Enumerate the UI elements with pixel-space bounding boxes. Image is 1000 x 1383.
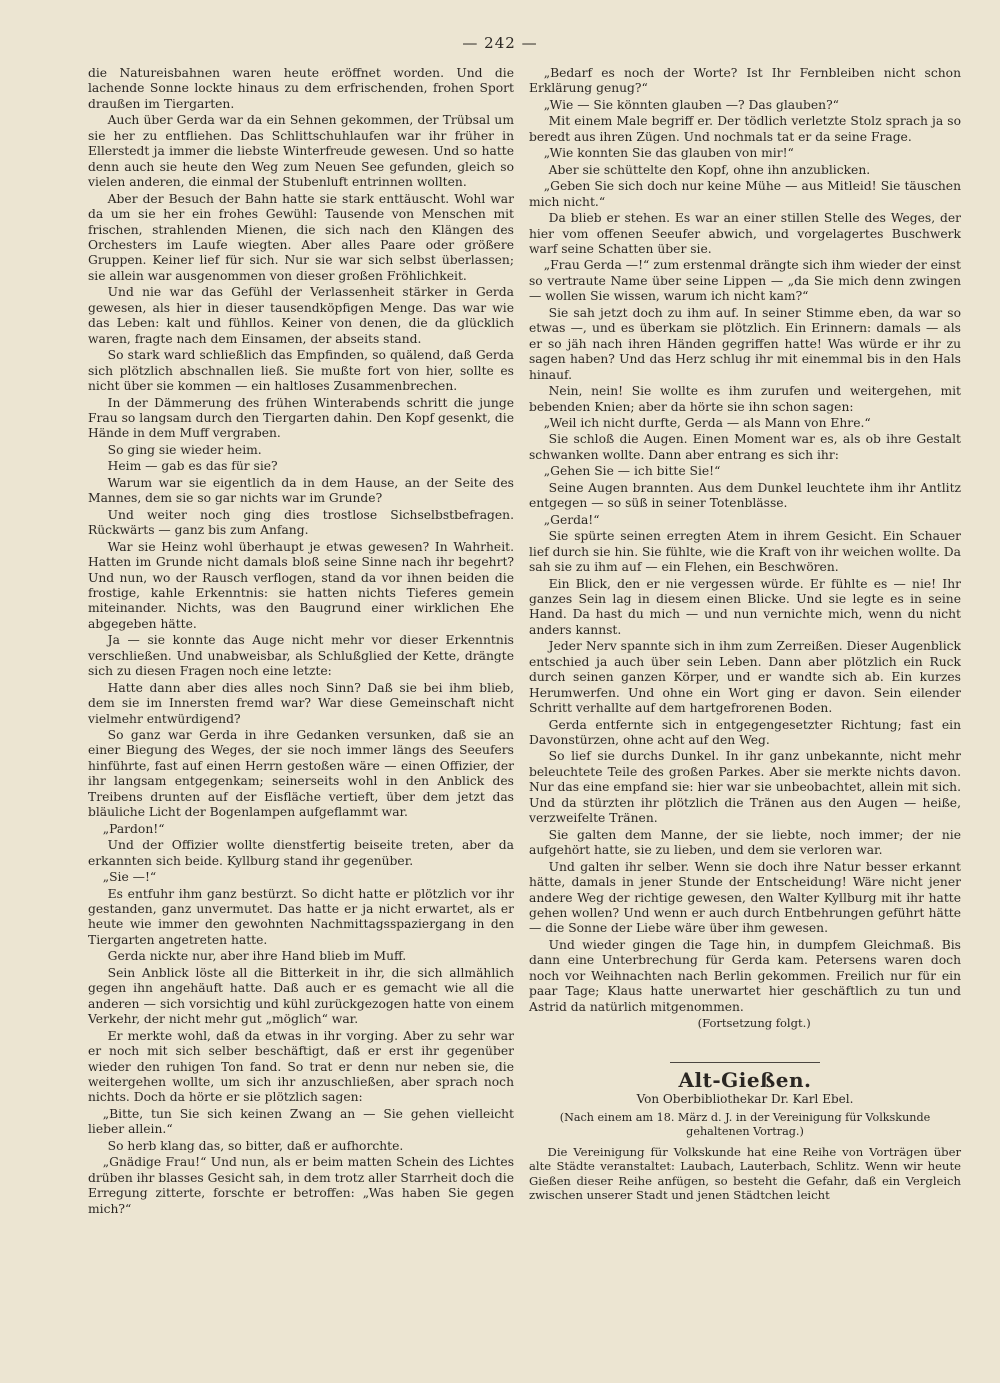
paragraph: „Frau Gerda —!“ zum erstenmal drängte sich ihm wieder der einst so vertraute Name über seine Lippen — „da Sie mich denn zwingen — wollen Sie wissen, warum ich nicht kam?“ [529,258,961,304]
paragraph: In der Dämmerung des frühen Winterabends schritt die junge Frau so langsam durch den Tiergarten dahin. Den Kopf gesenkt, die Hände in dem Muff vergraben. [88,395,514,441]
paragraph: „Bedarf es noch der Worte? Ist Ihr Fernbleiben nicht schon Erklärung genug?“ [529,66,961,96]
continued-note: (Fortsetzung folgt.) [697,1016,811,1031]
paragraph: Hatte dann aber dies alles noch Sinn? Daß sie bei ihm blieb, dem sie im Innersten fremd war? War diese Gemeinschaft nicht vielmehr entwürdigend? [88,680,514,726]
article-title: Alt-Gießen. [678,1067,812,1092]
paragraph: Sie spürte seinen erregten Atem in ihrem Gesicht. Ein Schauer lief durch sie hin. Sie fühlte, wie die Kraft von ihr weichen wollte. Da sah sie zu ihm auf — ein Flehen, ein Beschwören. [529,529,961,575]
left-column [88,66,514,1218]
paragraph: Jeder Nerv spannte sich in ihm zum Zerreißen. Dieser Augenblick entschied ja auch über sein Leben. Dann aber plötzlich ein Ruck durch seinen ganzen Körper, und er wandte sich ab. Ein kurzes Herumwerfen. Und ohne ein Wort ging er davon. Sein eilender Schritt verhallte auf dem hartgefrorenen Boden. [529,639,961,716]
paragraph: Und der Offizier wollte dienstfertig beiseite treten, aber da erkannten sich beide. Kyllburg stand ihr gegenüber. [88,838,514,868]
paragraph: „Wie konnten Sie das glauben von mir!“ [543,146,794,161]
paragraph: Aber der Besuch der Bahn hatte sie stark enttäuscht. Wohl war da um sie her ein frohes Gewühl: Tausende von Menschen mit frischen, strahlenden Mienen, die sich nach den Klängen des Orchesters im Laufe wiegten. Aber alles Paare oder größere Gruppen. Keiner lief für sich. Nur sie war sich selbst überlassen; sie allein war ausgenommen von dieser großen Fröhlichkeit. [88,191,514,283]
paragraph: „Gehen Sie — ich bitte Sie!“ [543,464,721,479]
paragraph: Und wieder gingen die Tage hin, in dumpfem Gleichmaß. Bis dann eine Unterbrechung für Gerda kam. Petersens waren doch noch vor Weihnachten nach Berlin gekommen. Freilich nur für ein paar Tage; Klaus hatte unerwartet hier geschäftlich zu tun und Astrid da natürlich mitgenommen. [529,937,961,1014]
paragraph: „Weil ich nicht durfte, Gerda — als Mann von Ehre.“ [543,415,871,430]
article-body: Die Vereinigung für Volkskunde hat eine Reihe von Vorträgen über alte Städte veranstaltet: Laubach, Lauterbach, Schlitz. Wenn wir heute Gießen dieser Reihe anfügen, so besteht die Gefahr, daß ein Vergleich zwischen unserer Stadt und jenen Städtchen leicht [529,1144,961,1203]
paragraph: Mit einem Male begriff er. Der tödlich verletzte Stolz sprach ja so beredt aus ihren Zügen. Und nochmals tat er da seine Frage. [529,114,961,144]
paragraph: So ging sie wieder heim. [107,442,262,457]
paragraph: Und nie war das Gefühl der Verlassenheit stärker in Gerda gewesen, als hier in dieser tausendköpfigen Menge. Das war wie das Leben: kalt und fühllos. Keiner von denen, die da glücklich waren, fragte nach dem Einsamen, der abseits stand. [88,285,514,346]
paragraph: Ja — sie konnte das Auge nicht mehr vor dieser Erkenntnis verschließen. Und unabweisbar, als Schlußglied der Kette, drängte sich zu diesen Fragen noch eine letzte: [88,633,514,679]
paragraph: „Gnädige Frau!“ Und nun, als er beim matten Schein des Lichtes drüben ihr blasses Gesicht sah, in dem trotz aller Starrheit doch die Erregung zitterte, forschte er betroffen: „Was haben Sie gegen mich?“ [88,1155,514,1216]
paragraph: Sein Anblick löste all die Bitterkeit in ihr, die sich allmählich gegen ihn angehäuft hatte. Daß auch er es gemacht wie all die anderen — sich vorsichtig und kühl zurückgezogen hatte von einem Verkehr, der nicht mehr gut „möglich“ war. [88,965,514,1027]
paragraph: Und galten ihr selber. Wenn sie doch ihre Natur besser erkannt hätte, damals in jener Stunde der Entscheidung! Wäre nicht jener andere Weg der richtige gewesen, den Walter Kyllburg mit ihr hatte gehen wollen? Und wenn er auch durch Entbehrungen geführt hätte — die Sonne der Liebe wäre über ihm gewesen. [529,859,961,936]
paragraph: Ein Blick, den er nie vergessen würde. Er fühlte es — nie! Ihr ganzes Sein lag in diesem einen Blicke. Und sie legte es in seine Hand. Da hast du mich — und nun vernichte mich, wenn du nicht anders kannst. [529,576,961,637]
paragraph: Sie galten dem Manne, der sie liebte, noch immer; der nie aufgehört hatte, sie zu lieben, und dem sie verloren war. [529,827,961,858]
paragraph: Und weiter noch ging dies trostlose Sichselbstbefragen. Rückwärts — ganz bis zum Anfang. [88,507,514,538]
paragraph: Aber sie schüttelte den Kopf, ohne ihn anzublicken. [548,162,871,177]
paragraph: War sie Heinz wohl überhaupt je etwas gewesen? In Wahrheit. Hatten im Grunde nicht damals bloß seine Sinne nach ihr begehrt? Und nun, wo der Rausch verflogen, stand da vor ihnen beiden die frostige, kahle Erkenntnis: sie hatten nichts Tieferes gemein miteinander. Nichts, was den Baugrund einer wirklichen Ehe abgegeben hätte. [88,539,514,631]
paragraph: Gerda nickte nur, aber ihre Hand blieb im Muff. [107,949,407,964]
paragraph: „Pardon!“ [102,821,165,836]
divider [670,1062,820,1063]
paragraph: Gerda entfernte sich in entgegengesetzter Richtung; fast ein Davonstürzen, ohne acht auf den Weg. [529,717,961,748]
paragraph: Nein, nein! Sie wollte es ihm zurufen und weitergehen, mit bebenden Knien; aber da hörte sie ihn schon sagen: [529,384,961,414]
article-byline: Von Oberbibliothekar Dr. Karl Ebel. [636,1092,854,1107]
paragraph: „Bitte, tun Sie sich keinen Zwang an — Sie gehen vielleicht lieber allein.“ [88,1106,514,1137]
paragraph: Er merkte wohl, daß da etwas in ihr vorging. Aber zu sehr war er noch mit sich selber beschäftigt, daß er erst ihr gegenüber wieder den ruhigen Ton fand. So trat er denn nur neben sie, die weitergehen wollte, um sich ihr anzuschließen, aber sprach noch nichts. Doch da hörte er sie plötzlich sagen: [88,1028,514,1105]
right-column [529,66,961,1204]
paragraph: So herb klang das, so bitter, daß er aufhorchte. [107,1138,404,1153]
paragraph: „Sie —!“ [102,870,157,885]
paragraph: So lief sie durchs Dunkel. In ihr ganz unbekannte, nicht mehr beleuchtete Teile des großen Parkes. Aber sie merkte nichts davon. Nur das eine empfand sie: hier war sie unbeobachtet, allein mit sich. Und da stürzten ihr plötzlich die Tränen aus den Augen — heiße, verzweifelte Tränen. [529,749,961,826]
paragraph: die Natureisbahnen waren heute eröffnet worden. Und die lachende Sonne lockte hinaus zu dem erfrischenden, frohen Sport draußen im Tiergarten. [88,66,514,111]
article-subtitle: (Nach einem am 18. März d. J. in der Vereinigung für Volkskunde gehaltenen Vortrag.) [559,1110,931,1138]
paragraph: Sie schloß die Augen. Einen Moment war es, als ob ihre Gestalt schwanken wollte. Dann aber entrang es sich ihr: [529,432,961,462]
paragraph: „Gerda!“ [543,512,600,527]
paragraph: So ganz war Gerda in ihre Gedanken versunken, daß sie an einer Biegung des Weges, der sie noch immer längs des Seeufers hinführte, fast auf einen Herrn gestoßen wäre — einen Offizier, der ihr langsam entgegenkam; seinerseits wohl in den Anblick des Treibens drunten auf der Eisfläche vertieft, über dem jetzt das bläuliche Licht der Bogenlampen aufgeflammt war. [88,728,514,820]
paragraph: „Geben Sie sich doch nur keine Mühe — aus Mitleid! Sie täuschen mich nicht.“ [529,179,961,209]
paragraph: Es entfuhr ihm ganz bestürzt. So dicht hatte er plötzlich vor ihr gestanden, ganz unvermutet. Das hatte er ja nicht erwartet, als er heute wie immer den gewohnten Nachmittagsspaziergang in den Tiergarten angetreten hatte. [88,886,514,947]
page-number: — 242 — [462,34,538,52]
paragraph: Sie sah jetzt doch zu ihm auf. In seiner Stimme eben, da war so etwas —, und es überkam sie plötzlich. Ein Erinnern: damals — als er so jäh nach ihren Händen gegriffen hatte! Was würde er ihr zu sagen haben? Und das Herz schlug ihr mit einemmal bis in den Hals hinauf. [529,305,961,382]
paragraph: Seine Augen brannten. Aus dem Dunkel leuchtete ihm ihr Antlitz entgegen — so süß in seiner Totenblässe. [529,480,961,511]
paragraph: Warum war sie eigentlich da in dem Hause, an der Seite des Mannes, dem sie so gar nichts war im Grunde? [88,475,514,506]
paragraph: So stark ward schließlich das Empfinden, so quälend, daß Gerda sich plötzlich abschnallen ließ. Sie mußte fort von hier, sollte es nicht über sie kommen — ein haltloses Zusammenbrechen. [88,348,514,394]
paragraph: Da blieb er stehen. Es war an einer stillen Stelle des Weges, der hier vom offenen Seeufer abwich, und vorgelagertes Buschwerk warf seine Schatten über sie. [529,211,961,256]
paragraph: Auch über Gerda war da ein Sehnen gekommen, der Trübsal um sie her zu entfliehen. Das Schlittschuhlaufen war ihr früher in Ellerstedt ja immer die liebste Winterfreude gewesen. Und so hatte denn auch sie heute den Weg zum Neuen See gefunden, gleich so vielen anderen, die einmal der Stubenluft entrinnen wollten. [88,113,514,190]
paragraph: „Wie — Sie könnten glauben —? Das glauben?“ [543,97,839,112]
paragraph: Heim — gab es das für sie? [107,459,278,474]
